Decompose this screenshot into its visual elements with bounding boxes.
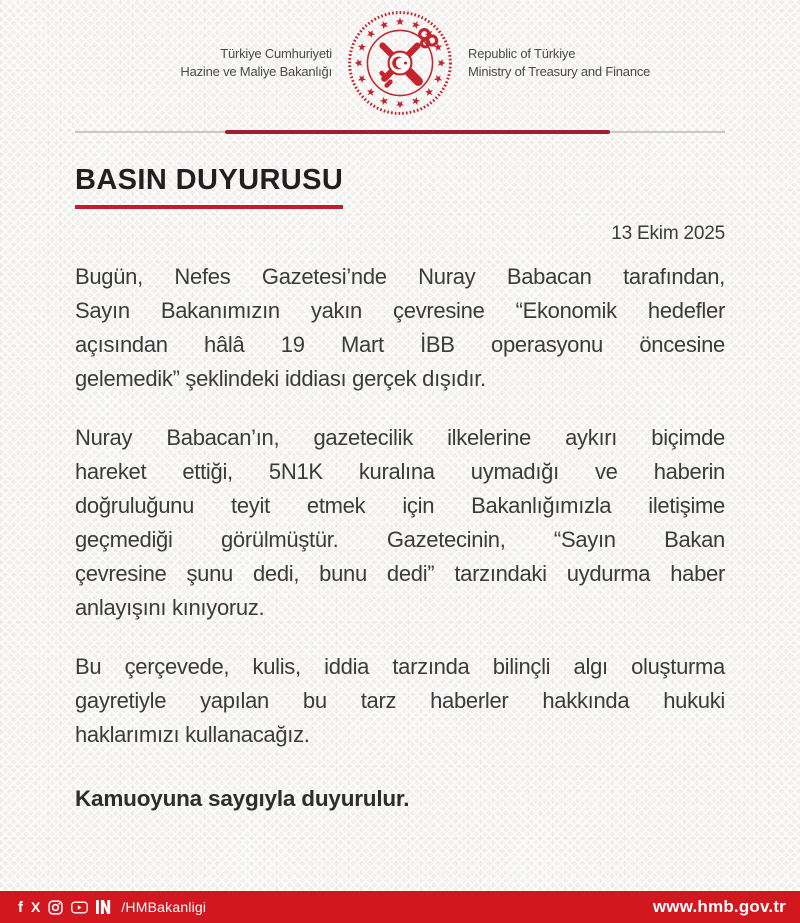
org-name-turkish: [0, 45, 332, 81]
header-divider: [75, 130, 725, 134]
org-english-line1: Republic of Türkiye: [468, 46, 576, 61]
paragraph-line: hareket ettiği, 5N1K kuralına uymadığı ve haberin: [75, 459, 725, 484]
social-handle: /HMBakanligi: [121, 899, 207, 915]
youtube-icon[interactable]: [71, 900, 88, 915]
closing-statement: Kamuoyuna saygıyla duyurulur.: [75, 786, 410, 811]
paragraph-line: açısından hâlâ 19 Mart İBB operasyonu öncesine: [75, 332, 725, 357]
paragraph-line: çevresine şunu dedi, bunu dedi” tarzındaki uydurma haber: [75, 561, 725, 586]
press-release-content: [75, 134, 725, 812]
paragraph-line: gayretiyle yapılan bu tarz haberler hakkında hukuki: [75, 688, 725, 713]
paragraph-3: [75, 650, 725, 752]
paragraph-2: [75, 421, 725, 625]
page-title: BASIN DUYURUSU: [75, 164, 344, 196]
paragraph-line: Bugün, Nefes Gazetesi’nde Nuray Babacan tarafından,: [75, 264, 725, 289]
paragraph-1: [75, 260, 725, 396]
org-english-line2: Ministry of Treasury and Finance: [468, 64, 651, 79]
org-name-english: [468, 45, 800, 81]
instagram-icon[interactable]: [48, 900, 63, 915]
org-turkish-line1: Türkiye Cumhuriyeti: [220, 46, 332, 61]
date-label: 13 Ekim 2025: [611, 223, 725, 244]
org-turkish-line2: Hazine ve Maliye Bakanlığı: [180, 64, 332, 79]
divider-red-accent: [225, 130, 610, 134]
paragraph-line: Sayın Bakanımızın yakın çevresine “Ekonomik hedefler: [75, 298, 725, 323]
header: [0, 0, 800, 118]
ministry-emblem-icon: [345, 8, 455, 118]
paragraph-line: Nuray Babacan’ın, gazetecilik ilkelerine aykırı biçimde: [75, 425, 725, 450]
paragraph-line: geçmediği görülmüştür. Gazetecinin, “Sayın Bakan: [75, 527, 725, 552]
paragraph-line: anlayışını kınıyoruz.: [75, 595, 265, 620]
paragraph-line: doğruluğunu teyit etmek için Bakanlığımızla iletişime: [75, 493, 725, 518]
press-release-body: [75, 260, 725, 812]
title-underline: [75, 205, 343, 209]
social-links: [18, 899, 206, 915]
website-link[interactable]: www.hmb.gov.tr: [652, 897, 786, 916]
paragraph-line: Bu çerçevede, kulis, iddia tarzında bilinçli algı oluşturma: [75, 654, 725, 679]
footer-bar: [0, 891, 800, 923]
paragraph-line: gelemedik” şeklindeki iddiası gerçek dışıdır.: [75, 366, 486, 391]
paragraph-line: haklarımızı kullanacağız.: [75, 722, 310, 747]
title-block: [75, 164, 343, 209]
nsosyal-icon[interactable]: [96, 900, 111, 915]
x-icon[interactable]: X: [31, 898, 41, 915]
facebook-icon[interactable]: f: [18, 898, 23, 916]
